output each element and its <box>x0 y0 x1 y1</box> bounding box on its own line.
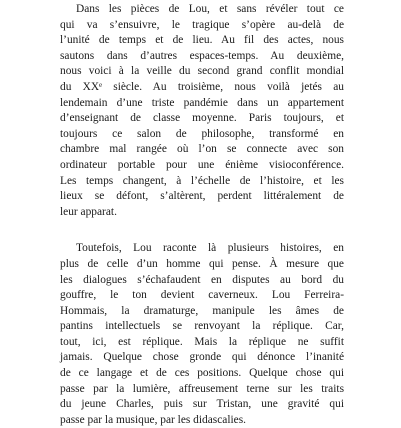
text-line: lendemain d’une triste pandémie dans un appartement <box>60 96 344 109</box>
text-line: sautons dans d’autres espaces-temps. Au deuxième, <box>60 49 344 62</box>
book-page <box>60 0 344 428</box>
text-line: chambre mal rangée où l’on se connecte avec son <box>60 143 344 156</box>
text-line: Hommais, la dramaturge, manipule les âmes de <box>60 304 344 317</box>
text-line: Dans les pièces de Lou, et sans révéler tout ce <box>76 3 344 15</box>
text-line: tout, ici, est réplique. Mais la réplique ne suffit <box>60 335 344 348</box>
text-line: ordinateur portable pour une énième visioconférence. <box>60 158 344 171</box>
text-line: qui va s’ensuivre, le tragique s’opère au-delà de <box>60 18 344 31</box>
text-line: jamais. Quelque chose gronde qui dénonce l’inanité <box>60 351 344 364</box>
text-line: toujours ce salon de philosophe, transformé en <box>60 127 344 140</box>
text-line: du XXᵉ siècle. Au troisième, nous voilà jetés au <box>60 80 344 93</box>
text-line: Toutefois, Lou raconte là plusieurs histoires, en <box>76 242 344 255</box>
text-line: Les temps changent, à l’échelle de l’histoire, et les <box>60 174 344 187</box>
text-line: gouffre, le ton devient caverneux. Lou Ferreira- <box>60 289 344 302</box>
text-line: plus de celle d’un homme qui pense. À mesure que <box>60 257 344 270</box>
text-line: l’unité de temps et de lieu. Au fil des actes, nous <box>60 34 344 47</box>
text-line: leur apparat. <box>60 205 117 218</box>
text-line: pantins intellectuels se renvoyant la réplique. Car, <box>60 320 344 333</box>
paragraph-1 <box>60 2 344 220</box>
text-line: d’enseignant de classe moyenne. Paris toujours, et <box>60 112 344 125</box>
text-line: lieux se défont, s’altèrent, perdent littéralement de <box>60 190 344 203</box>
text-line: passe par la lumière, affreusement terne sur les traits <box>60 382 344 395</box>
paragraph-2 <box>60 241 344 428</box>
text-line: de ce langage et de ces positions. Quelque chose qui <box>60 367 344 380</box>
text-line: du jeune Charles, puis sur Tristan, une gravité qui <box>60 398 344 411</box>
text-line: nous voici à la veille du second grand conflit mondial <box>60 65 344 78</box>
text-line: passe par la musique, par les didascalies. <box>60 413 246 426</box>
text-line: les dialogues s’échafaudent en disputes au bord du <box>60 273 344 286</box>
